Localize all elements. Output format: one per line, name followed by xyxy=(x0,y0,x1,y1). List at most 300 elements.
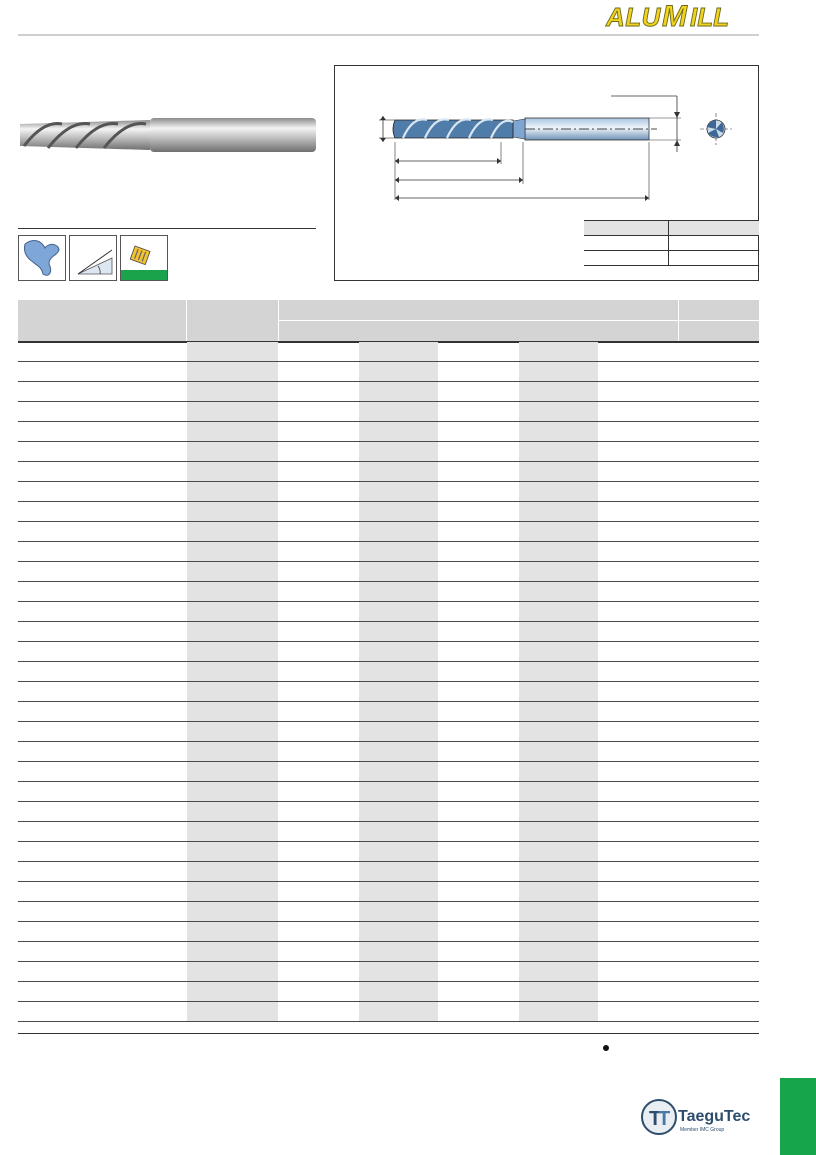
table-cell xyxy=(279,542,358,561)
table-cell xyxy=(439,442,518,461)
table-cell xyxy=(519,982,598,1001)
table-cell xyxy=(519,862,598,881)
table-cell xyxy=(279,582,358,601)
svg-text:T: T xyxy=(658,1108,671,1130)
table-row xyxy=(18,442,759,462)
svg-text:T: T xyxy=(649,1108,662,1130)
stock-legend-bullet xyxy=(603,1045,609,1051)
table-row xyxy=(18,842,759,862)
table-cell xyxy=(359,582,438,601)
table-cell xyxy=(359,682,438,701)
table-cell xyxy=(58,482,186,501)
table-cell xyxy=(519,582,598,601)
table-cell xyxy=(439,982,518,1001)
table-cell xyxy=(439,842,518,861)
table-cell xyxy=(359,822,438,841)
table-cell xyxy=(58,822,186,841)
table-cell xyxy=(679,402,759,421)
table-cell xyxy=(359,382,438,401)
table-cell xyxy=(519,642,598,661)
header-cell-stock-sub xyxy=(679,321,759,342)
table-cell xyxy=(187,862,278,881)
table-cell xyxy=(519,922,598,941)
table-cell xyxy=(679,962,759,981)
table-cell xyxy=(439,702,518,721)
table-cell xyxy=(679,942,759,961)
table-cell xyxy=(599,722,678,741)
table-cell xyxy=(187,602,278,621)
table-cell xyxy=(187,442,278,461)
table-cell xyxy=(519,742,598,761)
table-cell xyxy=(279,522,358,541)
table-cell xyxy=(679,722,759,741)
table-cell xyxy=(359,562,438,581)
table-cell xyxy=(679,462,759,481)
table-cell xyxy=(439,782,518,801)
table-cell xyxy=(679,522,759,541)
table-cell xyxy=(359,722,438,741)
table-cell xyxy=(279,742,358,761)
table-cell xyxy=(519,462,598,481)
table-cell xyxy=(519,442,598,461)
table-cell xyxy=(439,522,518,541)
table-cell xyxy=(279,722,358,741)
table-row xyxy=(18,482,759,502)
table-cell xyxy=(439,902,518,921)
table-cell xyxy=(187,582,278,601)
header-cell-code xyxy=(187,300,278,342)
table-cell xyxy=(187,942,278,961)
table-cell xyxy=(519,722,598,741)
table-cell xyxy=(679,582,759,601)
table-cell xyxy=(439,802,518,821)
table-cell xyxy=(279,762,358,781)
table-cell xyxy=(279,602,358,621)
table-cell xyxy=(439,342,518,361)
table-cell xyxy=(599,822,678,841)
table-cell xyxy=(187,522,278,541)
table-cell xyxy=(187,822,278,841)
table-cell xyxy=(519,342,598,361)
table-cell xyxy=(359,782,438,801)
table-cell xyxy=(279,782,358,801)
table-cell xyxy=(519,1002,598,1021)
table-cell xyxy=(58,662,186,681)
table-cell xyxy=(679,902,759,921)
header-rule xyxy=(18,34,759,36)
table-cell xyxy=(599,702,678,721)
table-cell xyxy=(58,402,186,421)
table-cell xyxy=(599,462,678,481)
table-cell xyxy=(599,642,678,661)
table-cell xyxy=(439,742,518,761)
table-row xyxy=(18,422,759,442)
table-cell xyxy=(58,742,186,761)
table-cell xyxy=(679,382,759,401)
table-cell xyxy=(439,722,518,741)
table-cell xyxy=(519,802,598,821)
table-cell xyxy=(679,542,759,561)
table-cell xyxy=(439,402,518,421)
table-cell xyxy=(439,882,518,901)
header-cell-stock xyxy=(679,300,759,320)
table-row xyxy=(18,522,759,542)
table-cell xyxy=(679,802,759,821)
table-cell xyxy=(58,682,186,701)
table-cell xyxy=(599,982,678,1001)
table-cell xyxy=(679,702,759,721)
table-row xyxy=(18,642,759,662)
table-cell xyxy=(359,702,438,721)
table-cell xyxy=(187,402,278,421)
table-cell xyxy=(58,642,186,661)
table-cell xyxy=(58,542,186,561)
table-cell xyxy=(187,722,278,741)
spec-cell xyxy=(584,251,669,266)
table-cell xyxy=(519,602,598,621)
table-cell xyxy=(679,482,759,501)
table-cell xyxy=(599,622,678,641)
table-cell xyxy=(599,842,678,861)
table-cell xyxy=(519,962,598,981)
table-cell xyxy=(519,482,598,501)
table-cell xyxy=(187,382,278,401)
helix-angle-icon xyxy=(69,235,117,281)
table-cell xyxy=(279,622,358,641)
table-cell xyxy=(359,642,438,661)
table-cell xyxy=(679,342,759,361)
table-cell xyxy=(58,462,186,481)
table-row xyxy=(18,1002,759,1022)
svg-text:ILL: ILL xyxy=(690,2,729,32)
table-cell xyxy=(359,482,438,501)
svg-text:TaeguTec: TaeguTec xyxy=(678,1108,751,1125)
table-cell xyxy=(58,422,186,441)
table-cell xyxy=(187,882,278,901)
table-cell xyxy=(519,882,598,901)
table-cell xyxy=(599,442,678,461)
table-cell xyxy=(359,922,438,941)
table-cell xyxy=(359,942,438,961)
table-cell xyxy=(679,882,759,901)
table-cell xyxy=(679,1002,759,1021)
table-cell xyxy=(439,1002,518,1021)
table-cell xyxy=(58,922,186,941)
table-cell xyxy=(359,602,438,621)
table-cell xyxy=(599,502,678,521)
table-cell xyxy=(187,702,278,721)
table-row xyxy=(18,862,759,882)
table-cell xyxy=(599,962,678,981)
table-cell xyxy=(279,822,358,841)
table-cell xyxy=(599,582,678,601)
table-cell xyxy=(599,942,678,961)
table-cell xyxy=(679,682,759,701)
table-cell xyxy=(519,762,598,781)
table-cell xyxy=(519,782,598,801)
table-cell xyxy=(359,762,438,781)
table-cell xyxy=(439,762,518,781)
table-cell xyxy=(439,962,518,981)
table-cell xyxy=(679,922,759,941)
table-cell xyxy=(187,682,278,701)
table-cell xyxy=(439,562,518,581)
table-cell xyxy=(599,422,678,441)
header-cell-dimensions-sub xyxy=(279,321,678,342)
table-cell xyxy=(599,522,678,541)
table-header xyxy=(18,300,759,342)
table-cell xyxy=(279,342,358,361)
table-row xyxy=(18,962,759,982)
table-cell xyxy=(439,622,518,641)
table-cell xyxy=(679,502,759,521)
table-cell xyxy=(187,642,278,661)
table-row xyxy=(18,742,759,762)
svg-text:ALU: ALU xyxy=(606,2,661,32)
table-cell xyxy=(519,382,598,401)
table-cell xyxy=(599,742,678,761)
table-cell xyxy=(58,702,186,721)
table-row xyxy=(18,362,759,382)
table-cell xyxy=(359,842,438,861)
table-cell xyxy=(58,342,186,361)
header-cell-designation xyxy=(18,300,186,342)
table-cell xyxy=(599,602,678,621)
table-cell xyxy=(599,562,678,581)
spec-cell xyxy=(584,236,669,251)
table-cell xyxy=(679,662,759,681)
table-cell xyxy=(359,462,438,481)
table-cell xyxy=(359,902,438,921)
table-cell xyxy=(359,962,438,981)
table-cell xyxy=(279,682,358,701)
header-cell-dimensions xyxy=(279,300,678,320)
table-cell xyxy=(519,542,598,561)
table-row xyxy=(18,802,759,822)
table-cell xyxy=(519,502,598,521)
table-cell xyxy=(519,622,598,641)
table-row xyxy=(18,662,759,682)
table-cell xyxy=(58,942,186,961)
table-cell xyxy=(58,502,186,521)
table-cell xyxy=(679,442,759,461)
table-cell xyxy=(187,922,278,941)
table-cell xyxy=(599,882,678,901)
table-cell xyxy=(187,622,278,641)
drawing-spec-table xyxy=(584,220,759,266)
section-tab[interactable] xyxy=(780,1078,816,1155)
table-cell xyxy=(679,862,759,881)
table-cell xyxy=(519,522,598,541)
table-cell xyxy=(187,982,278,1001)
table-row xyxy=(18,722,759,742)
table-cell xyxy=(359,1002,438,1021)
table-cell xyxy=(599,902,678,921)
table-cell xyxy=(599,342,678,361)
table-row xyxy=(18,942,759,962)
table-cell xyxy=(187,782,278,801)
table-cell xyxy=(679,622,759,641)
svg-text:M: M xyxy=(662,2,687,32)
table-cell xyxy=(187,762,278,781)
table-cell xyxy=(58,582,186,601)
table-row xyxy=(18,822,759,842)
table-cell xyxy=(279,422,358,441)
flute-profile-icon xyxy=(18,235,66,281)
alumill-logo xyxy=(604,2,764,32)
table-cell xyxy=(519,402,598,421)
table-row xyxy=(18,402,759,422)
table-cell xyxy=(599,482,678,501)
product-divider xyxy=(18,228,316,229)
table-cell xyxy=(58,862,186,881)
table-cell xyxy=(187,742,278,761)
table-row xyxy=(18,982,759,1002)
table-cell xyxy=(279,562,358,581)
table-cell xyxy=(679,742,759,761)
table-cell xyxy=(679,982,759,1001)
table-cell xyxy=(359,662,438,681)
table-cell xyxy=(599,762,678,781)
table-row xyxy=(18,382,759,402)
table-cell xyxy=(58,982,186,1001)
table-cell xyxy=(519,662,598,681)
table-row xyxy=(18,882,759,902)
table-cell xyxy=(439,822,518,841)
table-cell xyxy=(359,422,438,441)
table-cell xyxy=(679,762,759,781)
table-cell xyxy=(279,382,358,401)
table-cell xyxy=(359,522,438,541)
table-cell xyxy=(58,362,186,381)
table-cell xyxy=(359,742,438,761)
table-cell xyxy=(439,662,518,681)
table-cell xyxy=(359,622,438,641)
table-row xyxy=(18,782,759,802)
table-cell xyxy=(58,802,186,821)
table-cell xyxy=(279,482,358,501)
table-cell xyxy=(279,402,358,421)
table-cell xyxy=(679,422,759,441)
table-row xyxy=(18,702,759,722)
table-cell xyxy=(279,702,358,721)
table-cell xyxy=(279,442,358,461)
table-cell xyxy=(599,802,678,821)
table-cell xyxy=(58,782,186,801)
table-cell xyxy=(187,462,278,481)
table-row xyxy=(18,922,759,942)
spec-header-cell xyxy=(584,221,669,236)
table-cell xyxy=(599,542,678,561)
table-cell xyxy=(439,602,518,621)
table-cell xyxy=(679,822,759,841)
table-cell xyxy=(58,442,186,461)
table-cell xyxy=(519,682,598,701)
table-cell xyxy=(679,642,759,661)
table-cell xyxy=(359,882,438,901)
table-cell xyxy=(439,542,518,561)
table-cell xyxy=(279,902,358,921)
table-cell xyxy=(58,622,186,641)
table-cell xyxy=(439,582,518,601)
table-cell xyxy=(279,862,358,881)
table-cell xyxy=(439,682,518,701)
table-cell xyxy=(599,662,678,681)
table-row xyxy=(18,562,759,582)
table-cell xyxy=(439,502,518,521)
table-row xyxy=(18,342,759,362)
table-cell xyxy=(279,962,358,981)
table-cell xyxy=(58,1002,186,1021)
table-cell xyxy=(599,682,678,701)
table-cell xyxy=(279,922,358,941)
table-cell xyxy=(187,422,278,441)
table-cell xyxy=(599,362,678,381)
table-row xyxy=(18,762,759,782)
table-cell xyxy=(439,482,518,501)
table-row xyxy=(18,682,759,702)
table-cell xyxy=(187,802,278,821)
table-cell xyxy=(279,842,358,861)
table-cell xyxy=(679,562,759,581)
table-cell xyxy=(679,602,759,621)
table-cell xyxy=(58,762,186,781)
table-cell xyxy=(279,462,358,481)
table-row xyxy=(18,902,759,922)
table-cell xyxy=(439,422,518,441)
table-cell xyxy=(439,362,518,381)
table-cell xyxy=(359,442,438,461)
table-cell xyxy=(439,462,518,481)
table-cell xyxy=(359,502,438,521)
table-cell xyxy=(359,982,438,1001)
table-cell xyxy=(187,342,278,361)
table-bottom-rule xyxy=(18,1033,759,1034)
table-cell xyxy=(58,602,186,621)
table-cell xyxy=(519,902,598,921)
table-cell xyxy=(279,502,358,521)
table-cell xyxy=(439,922,518,941)
table-cell xyxy=(679,782,759,801)
table-cell xyxy=(359,802,438,821)
table-cell xyxy=(519,422,598,441)
table-cell xyxy=(439,942,518,961)
table-cell xyxy=(599,1002,678,1021)
table-cell xyxy=(519,702,598,721)
table-cell xyxy=(519,362,598,381)
table-cell xyxy=(58,722,186,741)
table-cell xyxy=(187,842,278,861)
taegutec-logo xyxy=(640,1096,764,1138)
table-cell xyxy=(279,942,358,961)
table-row xyxy=(18,462,759,482)
table-cell xyxy=(187,902,278,921)
table-row xyxy=(18,582,759,602)
table-cell xyxy=(439,642,518,661)
spec-header-cell xyxy=(669,221,760,236)
table-cell xyxy=(599,402,678,421)
table-cell xyxy=(279,802,358,821)
table-cell xyxy=(187,362,278,381)
table-row xyxy=(18,622,759,642)
table-cell xyxy=(599,382,678,401)
table-cell xyxy=(187,542,278,561)
svg-text:Member IMC Group: Member IMC Group xyxy=(680,1127,725,1133)
table-cell xyxy=(359,542,438,561)
table-cell xyxy=(519,562,598,581)
table-cell xyxy=(187,1002,278,1021)
end-mill-photo xyxy=(18,112,318,158)
